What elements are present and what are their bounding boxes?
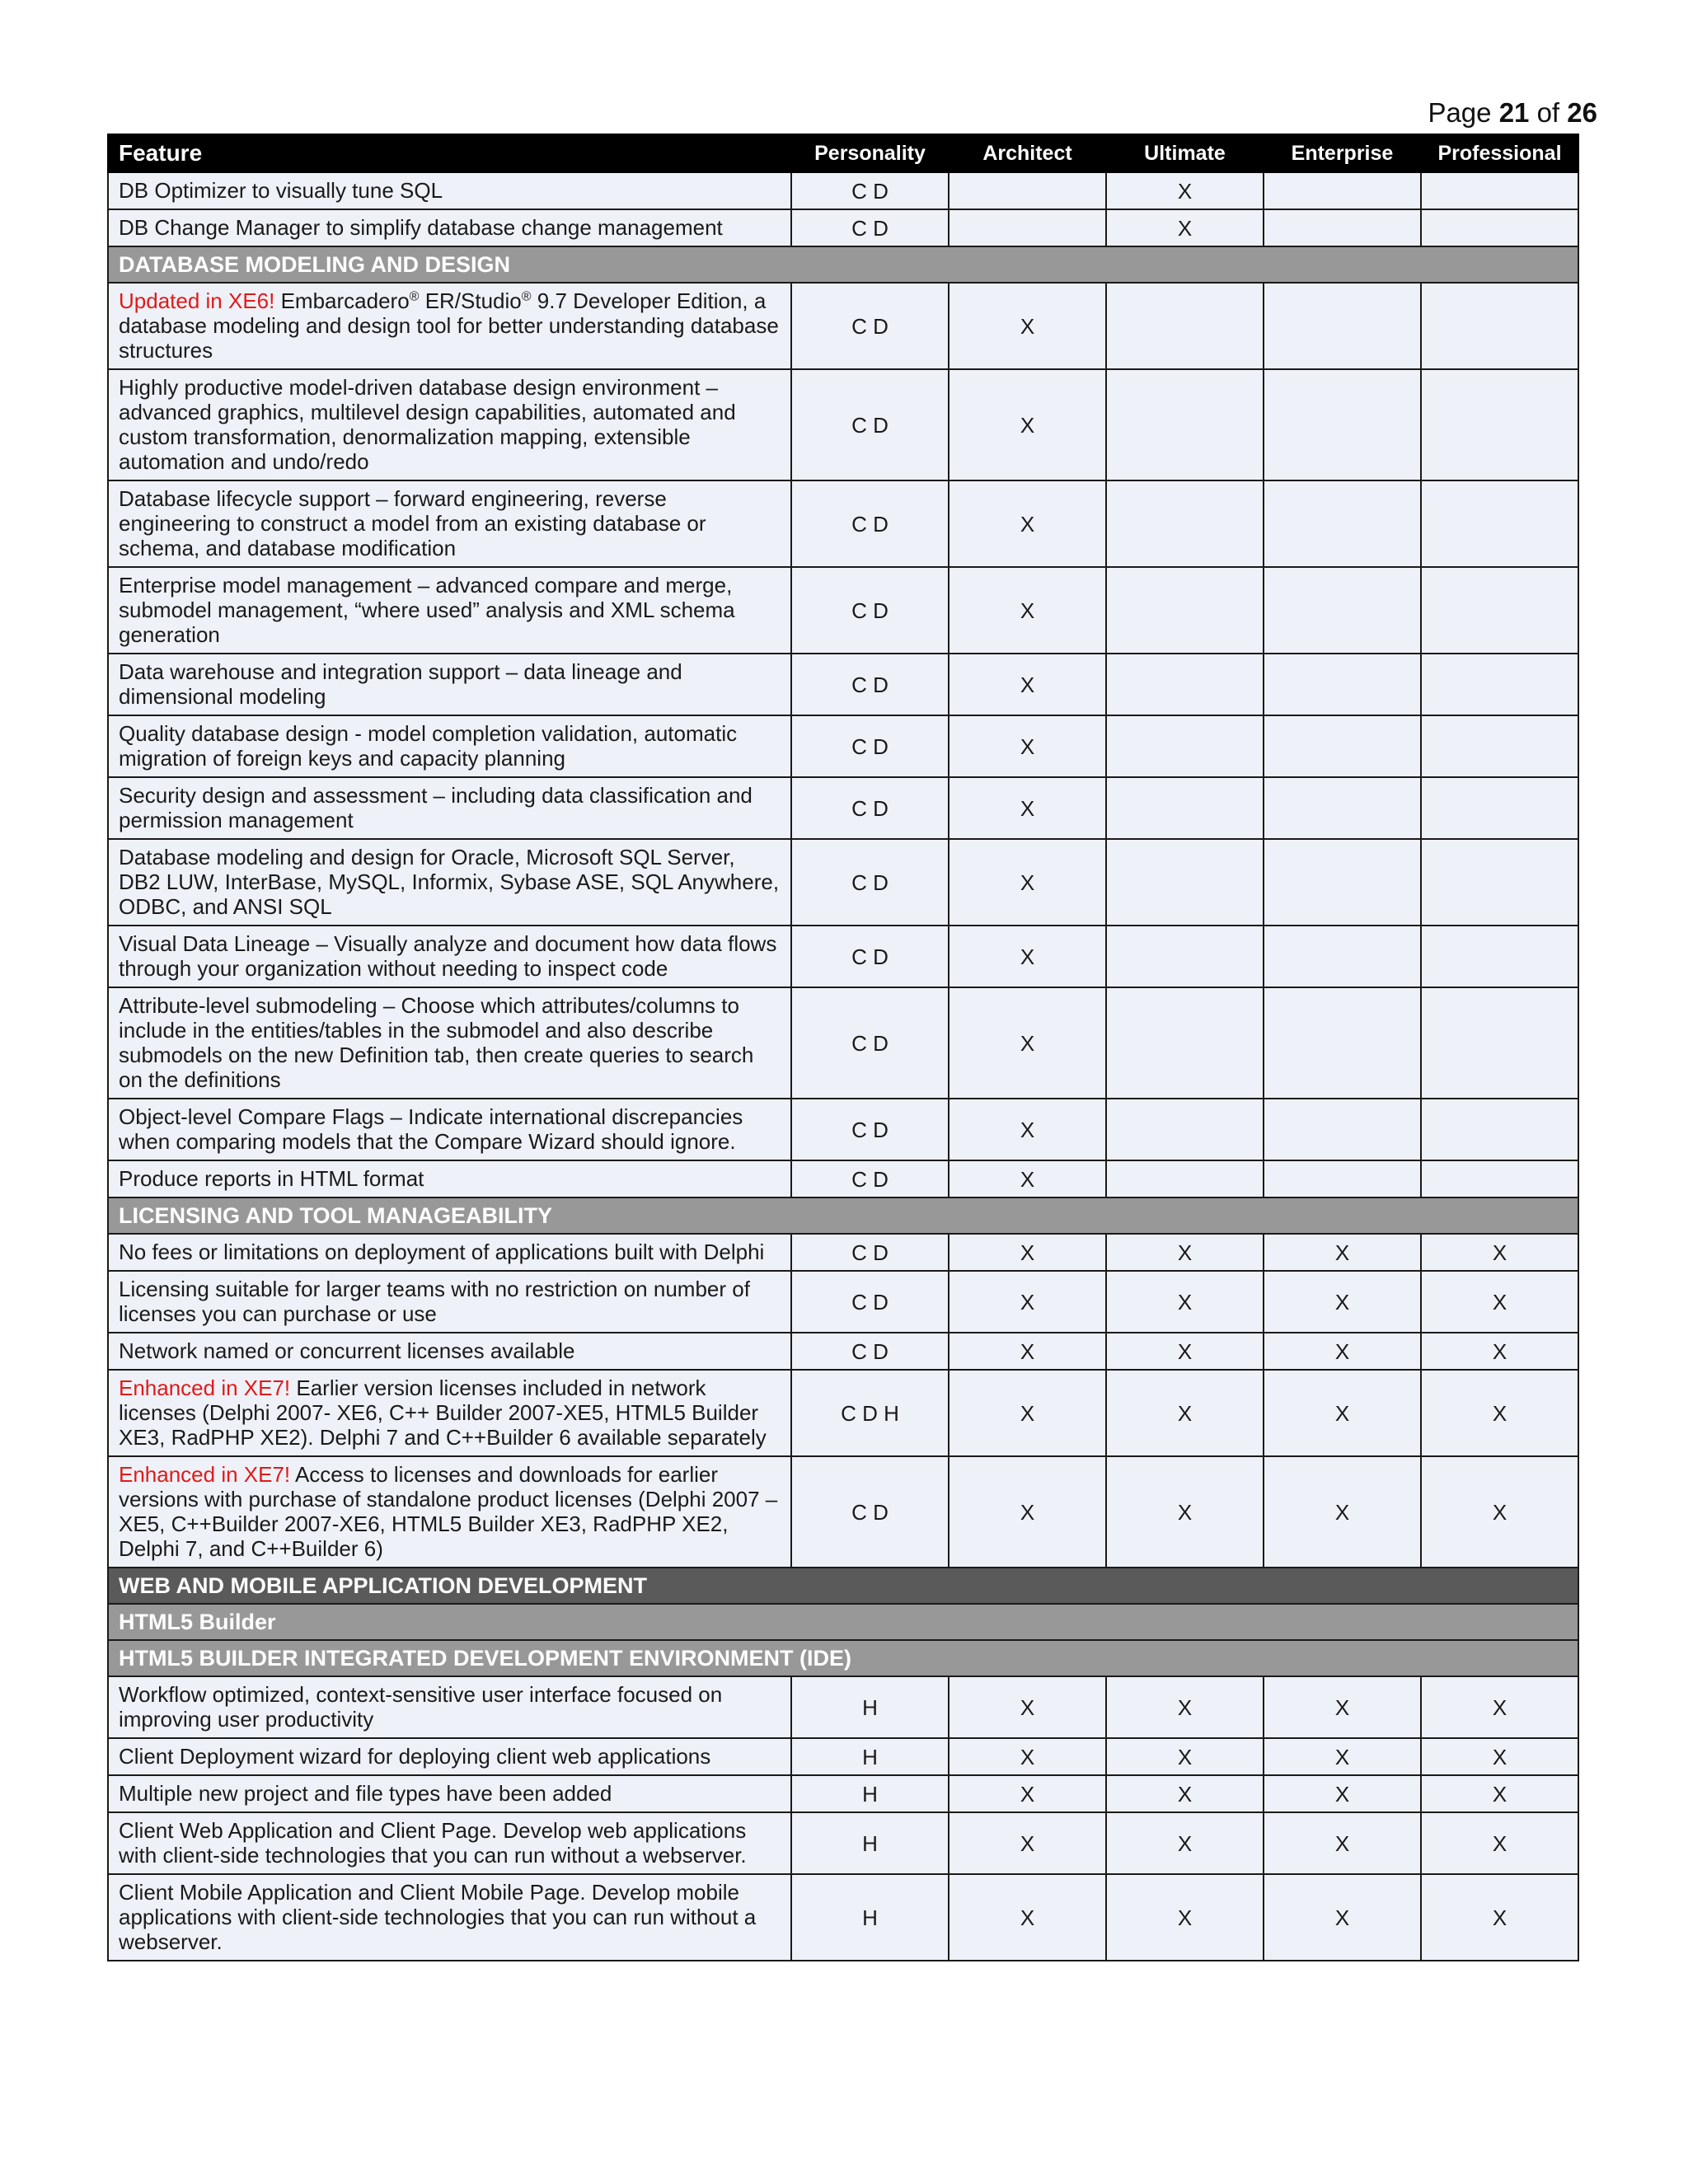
- table-row: [108, 283, 1578, 369]
- cell-ultimate: X: [1106, 1234, 1264, 1271]
- cell-ultimate: X: [1106, 1812, 1264, 1874]
- table-row: [108, 839, 1578, 926]
- table-row: [108, 1333, 1578, 1370]
- cell-ultimate: X: [1106, 1271, 1264, 1333]
- cell-professional: [1421, 1099, 1578, 1160]
- feature-text: Licensing suitable for larger teams with no restriction on number of licenses you can purchase or use: [119, 1277, 750, 1326]
- cell-personality: C D: [791, 567, 949, 654]
- feature-text: Object-level Compare Flags – Indicate international discrepancies when comparing models that the Compare Wizard should ignore.: [119, 1104, 743, 1154]
- cell-enterprise: [1264, 839, 1421, 926]
- cell-professional: X: [1421, 1333, 1578, 1370]
- cell-ultimate: X: [1106, 1676, 1264, 1738]
- feature-text: Produce reports in HTML format: [119, 1166, 424, 1191]
- cell-architect: X: [949, 1676, 1106, 1738]
- feature-description: [108, 369, 791, 480]
- cell-architect: X: [949, 777, 1106, 839]
- feature-description: [108, 1160, 791, 1197]
- section-header-row: [108, 1640, 1578, 1676]
- cell-ultimate: [1106, 283, 1264, 369]
- cell-personality: C D: [791, 283, 949, 369]
- cell-architect: X: [949, 283, 1106, 369]
- cell-professional: X: [1421, 1234, 1578, 1271]
- feature-description: [108, 839, 791, 926]
- cell-enterprise: X: [1264, 1234, 1421, 1271]
- cell-ultimate: [1106, 1099, 1264, 1160]
- cell-architect: X: [949, 1874, 1106, 1961]
- column-header-feature: Feature: [108, 134, 791, 172]
- table-row: [108, 1370, 1578, 1456]
- cell-architect: X: [949, 987, 1106, 1099]
- section-header-row: [108, 1197, 1578, 1234]
- cell-professional: [1421, 839, 1578, 926]
- table-row: [108, 1271, 1578, 1333]
- cell-enterprise: [1264, 369, 1421, 480]
- cell-professional: [1421, 209, 1578, 246]
- feature-description: [108, 567, 791, 654]
- cell-personality: H: [791, 1738, 949, 1775]
- cell-ultimate: [1106, 567, 1264, 654]
- cell-architect: X: [949, 1775, 1106, 1812]
- feature-description: [108, 1738, 791, 1775]
- feature-description: [108, 1234, 791, 1271]
- update-tag: Enhanced in XE7!: [119, 1376, 291, 1400]
- cell-architect: X: [949, 567, 1106, 654]
- feature-text: Data warehouse and integration support – data lineage and dimensional modeling: [119, 659, 682, 709]
- table-header-row: [108, 134, 1578, 172]
- feature-text: Earlier version licenses included in network licenses (Delphi 2007- XE6, C++ Builder 2007-XE5, HTML5 Builder XE3, RadPHP XE2). Delphi 7 and C++Builder 6 available separately: [119, 1376, 767, 1450]
- feature-text: Client Deployment wizard for deploying client web applications: [119, 1744, 711, 1769]
- cell-enterprise: X: [1264, 1874, 1421, 1961]
- cell-ultimate: [1106, 777, 1264, 839]
- table-row: [108, 1234, 1578, 1271]
- table-row: [108, 209, 1578, 246]
- cell-enterprise: X: [1264, 1456, 1421, 1568]
- cell-professional: X: [1421, 1812, 1578, 1874]
- cell-personality: C D: [791, 1160, 949, 1197]
- feature-text: Embarcadero: [274, 288, 410, 313]
- cell-architect: X: [949, 1738, 1106, 1775]
- cell-ultimate: [1106, 839, 1264, 926]
- table-row: [108, 1456, 1578, 1568]
- cell-ultimate: [1106, 926, 1264, 987]
- cell-enterprise: X: [1264, 1676, 1421, 1738]
- cell-personality: C D: [791, 1271, 949, 1333]
- feature-text: Security design and assessment – including data classification and permission management: [119, 783, 753, 832]
- registered-mark: ®: [521, 289, 532, 304]
- cell-enterprise: X: [1264, 1738, 1421, 1775]
- feature-description: [108, 987, 791, 1099]
- cell-ultimate: [1106, 987, 1264, 1099]
- section-title: HTML5 BUILDER INTEGRATED DEVELOPMENT ENVIRONMENT (IDE): [108, 1640, 1578, 1676]
- cell-ultimate: X: [1106, 1874, 1264, 1961]
- feature-description: [108, 715, 791, 777]
- feature-text: Database modeling and design for Oracle, Microsoft SQL Server, DB2 LUW, InterBase, MySQL, Informix, Sybase ASE, SQL Anywhere, ODBC, and ANSI SQL: [119, 845, 780, 919]
- feature-description: [108, 1099, 791, 1160]
- feature-text: 9.7 Developer Edition, a database modeling and design tool for better understanding database structures: [119, 288, 779, 363]
- column-header-personality: Personality: [791, 134, 949, 172]
- cell-enterprise: X: [1264, 1333, 1421, 1370]
- page-number: Page 21 of 26: [1428, 97, 1597, 128]
- table-row: [108, 172, 1578, 209]
- cell-enterprise: X: [1264, 1370, 1421, 1456]
- cell-architect: X: [949, 1333, 1106, 1370]
- cell-architect: X: [949, 926, 1106, 987]
- cell-professional: X: [1421, 1271, 1578, 1333]
- table-row: [108, 1099, 1578, 1160]
- feature-description: [108, 654, 791, 715]
- feature-description: [108, 1456, 791, 1568]
- cell-personality: C D: [791, 1099, 949, 1160]
- cell-enterprise: [1264, 777, 1421, 839]
- cell-ultimate: X: [1106, 172, 1264, 209]
- table-row: [108, 1874, 1578, 1961]
- cell-professional: [1421, 369, 1578, 480]
- cell-ultimate: X: [1106, 1738, 1264, 1775]
- cell-ultimate: X: [1106, 1333, 1264, 1370]
- table-body: [108, 172, 1578, 1961]
- section-header-row: [108, 246, 1578, 283]
- cell-enterprise: [1264, 987, 1421, 1099]
- column-header-ultimate: Ultimate: [1106, 134, 1264, 172]
- cell-architect: X: [949, 1160, 1106, 1197]
- cell-personality: C D: [791, 1333, 949, 1370]
- cell-architect: X: [949, 1099, 1106, 1160]
- cell-personality: H: [791, 1676, 949, 1738]
- feature-description: [108, 283, 791, 369]
- feature-description: [108, 209, 791, 246]
- cell-architect: X: [949, 1271, 1106, 1333]
- cell-professional: X: [1421, 1370, 1578, 1456]
- cell-professional: [1421, 283, 1578, 369]
- cell-personality: C D: [791, 209, 949, 246]
- feature-description: [108, 926, 791, 987]
- feature-matrix-table: [107, 134, 1579, 1961]
- cell-professional: [1421, 654, 1578, 715]
- cell-professional: X: [1421, 1775, 1578, 1812]
- cell-ultimate: X: [1106, 209, 1264, 246]
- feature-description: [108, 1676, 791, 1738]
- cell-personality: C D: [791, 839, 949, 926]
- feature-description: [108, 1874, 791, 1961]
- cell-personality: H: [791, 1775, 949, 1812]
- update-tag: Enhanced in XE7!: [119, 1462, 291, 1487]
- cell-personality: C D: [791, 369, 949, 480]
- table-row: [108, 480, 1578, 567]
- cell-enterprise: X: [1264, 1812, 1421, 1874]
- feature-description: [108, 1271, 791, 1333]
- table-row: [108, 567, 1578, 654]
- feature-text: DB Optimizer to visually tune SQL: [119, 178, 443, 203]
- feature-text: Visual Data Lineage – Visually analyze and document how data flows through your organization without needing to inspect code: [119, 931, 777, 981]
- table-row: [108, 987, 1578, 1099]
- cell-enterprise: [1264, 480, 1421, 567]
- cell-architect: [949, 172, 1106, 209]
- cell-ultimate: [1106, 654, 1264, 715]
- feature-description: [108, 1333, 791, 1370]
- cell-architect: X: [949, 654, 1106, 715]
- cell-personality: C D: [791, 1456, 949, 1568]
- cell-personality: C D: [791, 987, 949, 1099]
- cell-ultimate: [1106, 480, 1264, 567]
- cell-enterprise: X: [1264, 1775, 1421, 1812]
- cell-architect: X: [949, 369, 1106, 480]
- cell-architect: X: [949, 1456, 1106, 1568]
- cell-architect: X: [949, 1370, 1106, 1456]
- cell-professional: [1421, 715, 1578, 777]
- table-row: [108, 1738, 1578, 1775]
- cell-personality: H: [791, 1812, 949, 1874]
- table-row: [108, 654, 1578, 715]
- cell-professional: [1421, 567, 1578, 654]
- table-row: [108, 1676, 1578, 1738]
- feature-text: Access to licenses and downloads for earlier versions with purchase of standalone product licenses (Delphi 2007 – XE5, C++Builder 2007-XE6, HTML5 Builder XE3, RadPHP XE2, Delphi 7, and C++Builder 6): [119, 1462, 778, 1561]
- cell-professional: [1421, 926, 1578, 987]
- section-header-row: [108, 1568, 1578, 1604]
- cell-ultimate: X: [1106, 1370, 1264, 1456]
- cell-enterprise: [1264, 1099, 1421, 1160]
- cell-personality: H: [791, 1874, 949, 1961]
- cell-professional: [1421, 480, 1578, 567]
- cell-personality: C D: [791, 926, 949, 987]
- cell-architect: X: [949, 1812, 1106, 1874]
- cell-ultimate: [1106, 369, 1264, 480]
- cell-personality: C D: [791, 480, 949, 567]
- cell-architect: X: [949, 715, 1106, 777]
- cell-architect: X: [949, 480, 1106, 567]
- table-row: [108, 1775, 1578, 1812]
- section-header-row: [108, 1604, 1578, 1640]
- cell-enterprise: [1264, 567, 1421, 654]
- feature-text: Quality database design - model completion validation, automatic migration of foreign keys and capacity planning: [119, 721, 738, 771]
- cell-enterprise: [1264, 172, 1421, 209]
- cell-architect: X: [949, 839, 1106, 926]
- section-title: LICENSING AND TOOL MANAGEABILITY: [108, 1197, 1578, 1234]
- table-row: [108, 926, 1578, 987]
- table-row: [108, 1812, 1578, 1874]
- cell-professional: [1421, 1160, 1578, 1197]
- cell-enterprise: [1264, 654, 1421, 715]
- feature-description: [108, 480, 791, 567]
- feature-text: Multiple new project and file types have been added: [119, 1781, 612, 1806]
- feature-text: Network named or concurrent licenses available: [119, 1338, 575, 1363]
- feature-text: No fees or limitations on deployment of applications built with Delphi: [119, 1240, 765, 1264]
- cell-professional: X: [1421, 1874, 1578, 1961]
- cell-enterprise: [1264, 283, 1421, 369]
- cell-professional: [1421, 172, 1578, 209]
- cell-personality: C D H: [791, 1370, 949, 1456]
- column-header-enterprise: Enterprise: [1264, 134, 1421, 172]
- cell-ultimate: [1106, 1160, 1264, 1197]
- feature-description: [108, 1775, 791, 1812]
- cell-enterprise: [1264, 1160, 1421, 1197]
- feature-text: Client Web Application and Client Page. Develop web applications with client-side technologies that you can run without a webserver.: [119, 1818, 747, 1868]
- feature-description: [108, 1812, 791, 1874]
- feature-text: Attribute-level submodeling – Choose which attributes/columns to include in the entities/tables in the submodel and also describe submodels on the new Definition tab, then create queries to search on the definitions: [119, 993, 754, 1092]
- cell-enterprise: [1264, 715, 1421, 777]
- cell-personality: C D: [791, 654, 949, 715]
- cell-ultimate: X: [1106, 1775, 1264, 1812]
- feature-text: ER/Studio: [419, 288, 522, 313]
- cell-ultimate: [1106, 715, 1264, 777]
- registered-mark: ®: [409, 289, 420, 304]
- cell-professional: [1421, 987, 1578, 1099]
- cell-ultimate: X: [1106, 1456, 1264, 1568]
- cell-enterprise: [1264, 209, 1421, 246]
- cell-personality: C D: [791, 172, 949, 209]
- feature-description: [108, 1370, 791, 1456]
- table-row: [108, 777, 1578, 839]
- feature-description: [108, 172, 791, 209]
- cell-professional: X: [1421, 1738, 1578, 1775]
- feature-text: Workflow optimized, context-sensitive user interface focused on improving user productivity: [119, 1682, 723, 1732]
- feature-text: DB Change Manager to simplify database change management: [119, 215, 723, 240]
- cell-enterprise: X: [1264, 1271, 1421, 1333]
- table-row: [108, 715, 1578, 777]
- cell-personality: C D: [791, 1234, 949, 1271]
- cell-personality: C D: [791, 777, 949, 839]
- feature-description: [108, 777, 791, 839]
- table-row: [108, 369, 1578, 480]
- feature-text: Client Mobile Application and Client Mobile Page. Develop mobile applications with client-side technologies that you can run without a webserver.: [119, 1880, 757, 1954]
- section-title: WEB AND MOBILE APPLICATION DEVELOPMENT: [108, 1568, 1578, 1604]
- cell-personality: C D: [791, 715, 949, 777]
- cell-architect: X: [949, 1234, 1106, 1271]
- feature-text: Enterprise model management – advanced compare and merge, submodel management, “where used” analysis and XML schema generation: [119, 573, 735, 647]
- section-title: DATABASE MODELING AND DESIGN: [108, 246, 1578, 283]
- column-header-architect: Architect: [949, 134, 1106, 172]
- cell-professional: [1421, 777, 1578, 839]
- section-title: HTML5 Builder: [108, 1604, 1578, 1640]
- column-header-professional: Professional: [1421, 134, 1578, 172]
- cell-enterprise: [1264, 926, 1421, 987]
- cell-professional: X: [1421, 1456, 1578, 1568]
- update-tag: Updated in XE6!: [119, 288, 275, 313]
- cell-professional: X: [1421, 1676, 1578, 1738]
- feature-text: Highly productive model-driven database design environment – advanced graphics, multilevel design capabilities, automated and custom transformation, denormalization mapping, extensible automation and undo/redo: [119, 375, 736, 474]
- table-row: [108, 1160, 1578, 1197]
- cell-architect: [949, 209, 1106, 246]
- feature-text: Database lifecycle support – forward engineering, reverse engineering to construct a model from an existing database or schema, and database modification: [119, 486, 706, 560]
